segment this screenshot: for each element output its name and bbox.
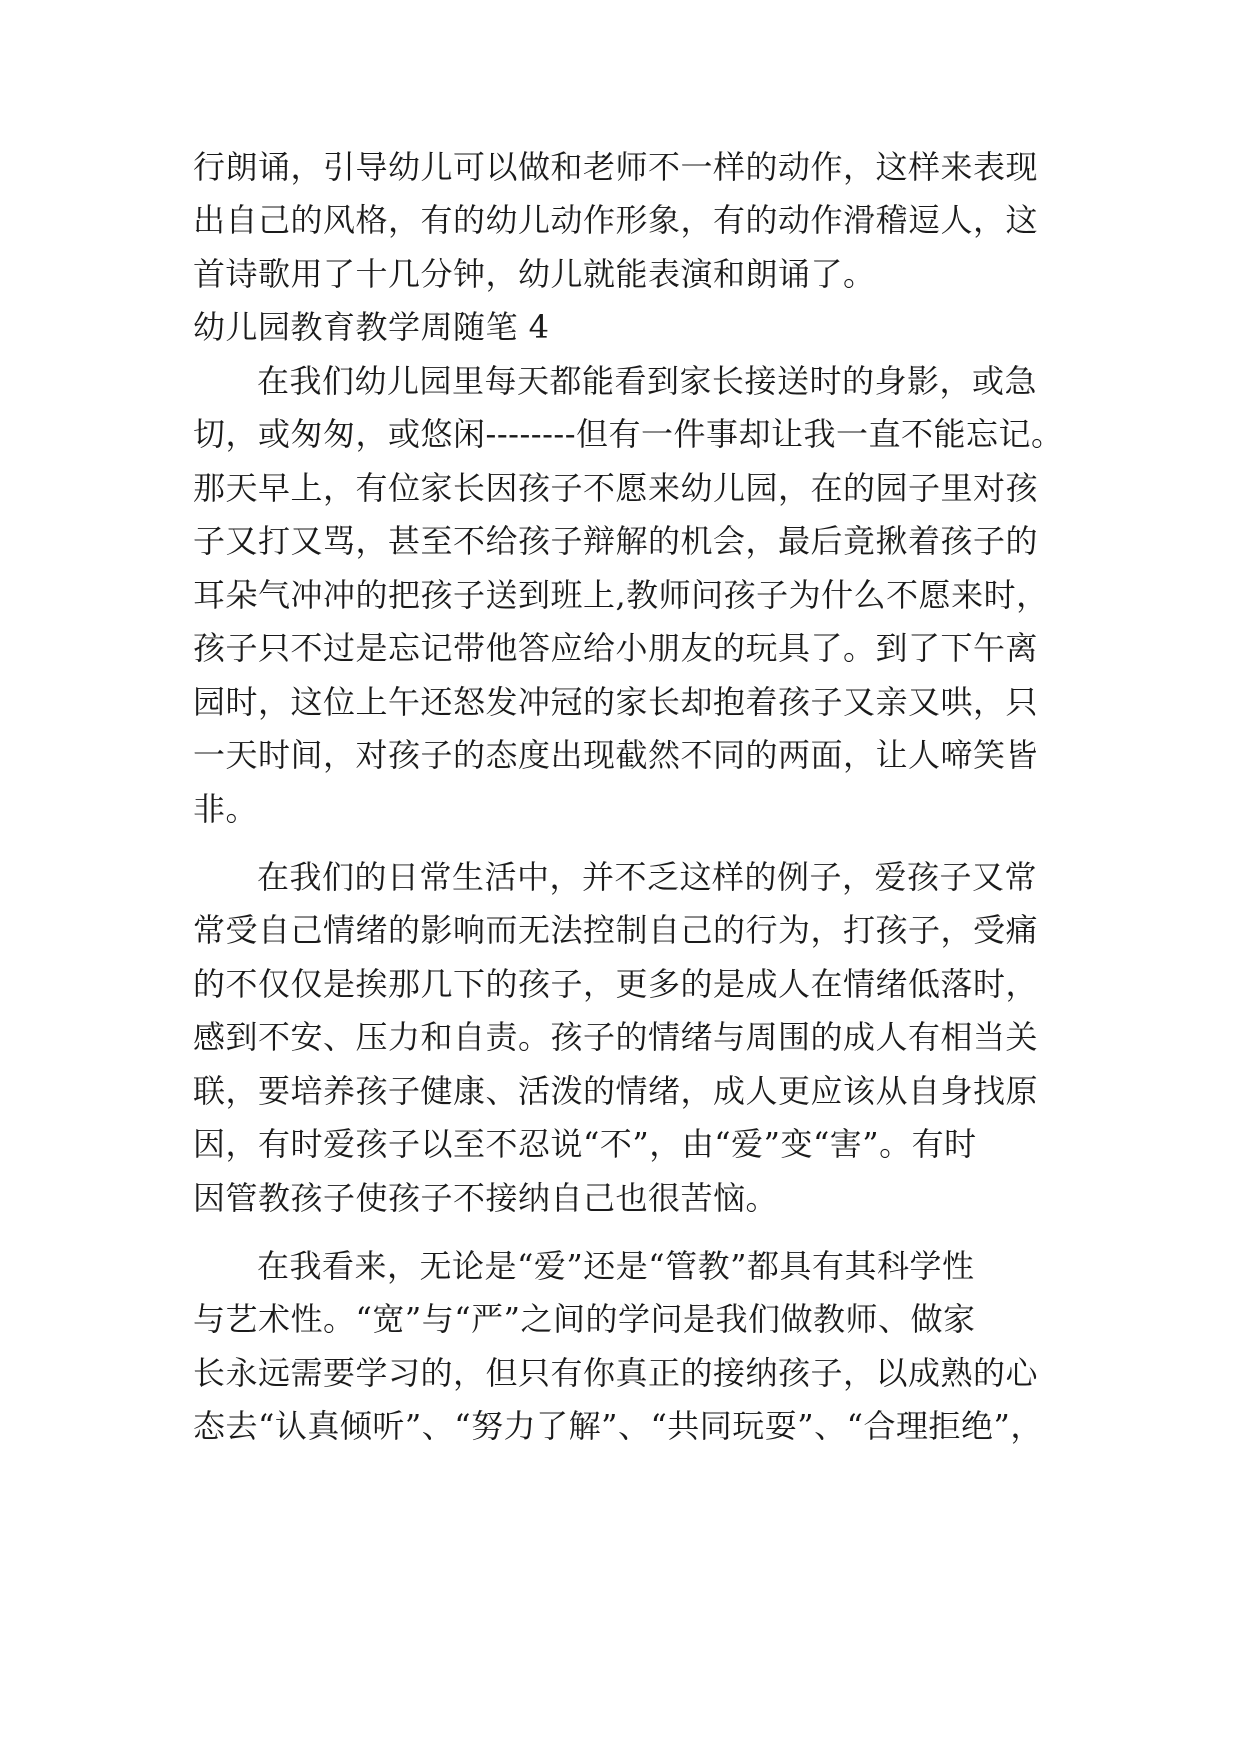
text-line: 园时，这位上午还怒发冲冠的家长却抱着孩子又亲又哄，只 (193, 683, 1039, 721)
text-line: 态去“认真倾听”、“努力了解”、“共同玩耍”、“合理拒绝”， (193, 1407, 1043, 1445)
text-line: 长永远需要学习的，但只有你真正的接纳孩子，以成熟的心 (193, 1354, 1039, 1392)
text-line: 子又打又骂，甚至不给孩子辩解的机会，最后竟揪着孩子的 (193, 522, 1039, 560)
text-line: 感到不安、压力和自责。孩子的情绪与周围的成人有相当关 (193, 1018, 1039, 1056)
section-heading: 幼儿园教育教学周随笔 4 (193, 308, 550, 346)
text-line: 孩子只不过是忘记带他答应给小朋友的玩具了。到了下午离 (193, 629, 1039, 667)
text-line: 的不仅仅是挨那几下的孩子，更多的是成人在情绪低落时， (193, 965, 1039, 1003)
text-line: 出自己的风格，有的幼儿动作形象，有的动作滑稽逗人，这 (193, 201, 1039, 239)
text-line: 在我们幼儿园里每天都能看到家长接送时的身影，或急 (257, 362, 1038, 400)
text-line: 行朗诵，引导幼儿可以做和老师不一样的动作，这样来表现 (193, 148, 1039, 186)
text-line: 因，有时爱孩子以至不忍说“不”，由“爱”变“害”。有时 (193, 1125, 977, 1163)
text-line: 常受自己情绪的影响而无法控制自己的行为，打孩子，受痛 (193, 911, 1039, 949)
text-line: 与艺术性。“宽”与“严”之间的学问是我们做教师、做家 (193, 1300, 976, 1338)
text-line: 非。 (193, 790, 259, 828)
text-line: 那天早上，有位家长因孩子不愿来幼儿园，在的园子里对孩 (193, 469, 1039, 507)
text-line: 一天时间，对孩子的态度出现截然不同的两面，让人啼笑皆 (193, 736, 1039, 774)
text-line: 耳朵气冲冲的把孩子送到班上,教师问孩子为什么不愿来时， (193, 576, 1049, 614)
text-line: 切，或匆匆，或悠闲--------但有一件事却让我一直不能忘记。 (193, 415, 1064, 453)
text-line: 因管教孩子使孩子不接纳自己也很苦恼。 (193, 1179, 779, 1217)
text-line: 在我们的日常生活中，并不乏这样的例子，爱孩子又常 (257, 858, 1038, 896)
text-line: 在我看来，无论是“爱”还是“管教”都具有其科学性 (257, 1247, 975, 1285)
text-line: 首诗歌用了十几分钟，幼儿就能表演和朗诵了。 (193, 255, 876, 293)
text-line: 联，要培养孩子健康、活泼的情绪，成人更应该从自身找原 (193, 1072, 1039, 1110)
